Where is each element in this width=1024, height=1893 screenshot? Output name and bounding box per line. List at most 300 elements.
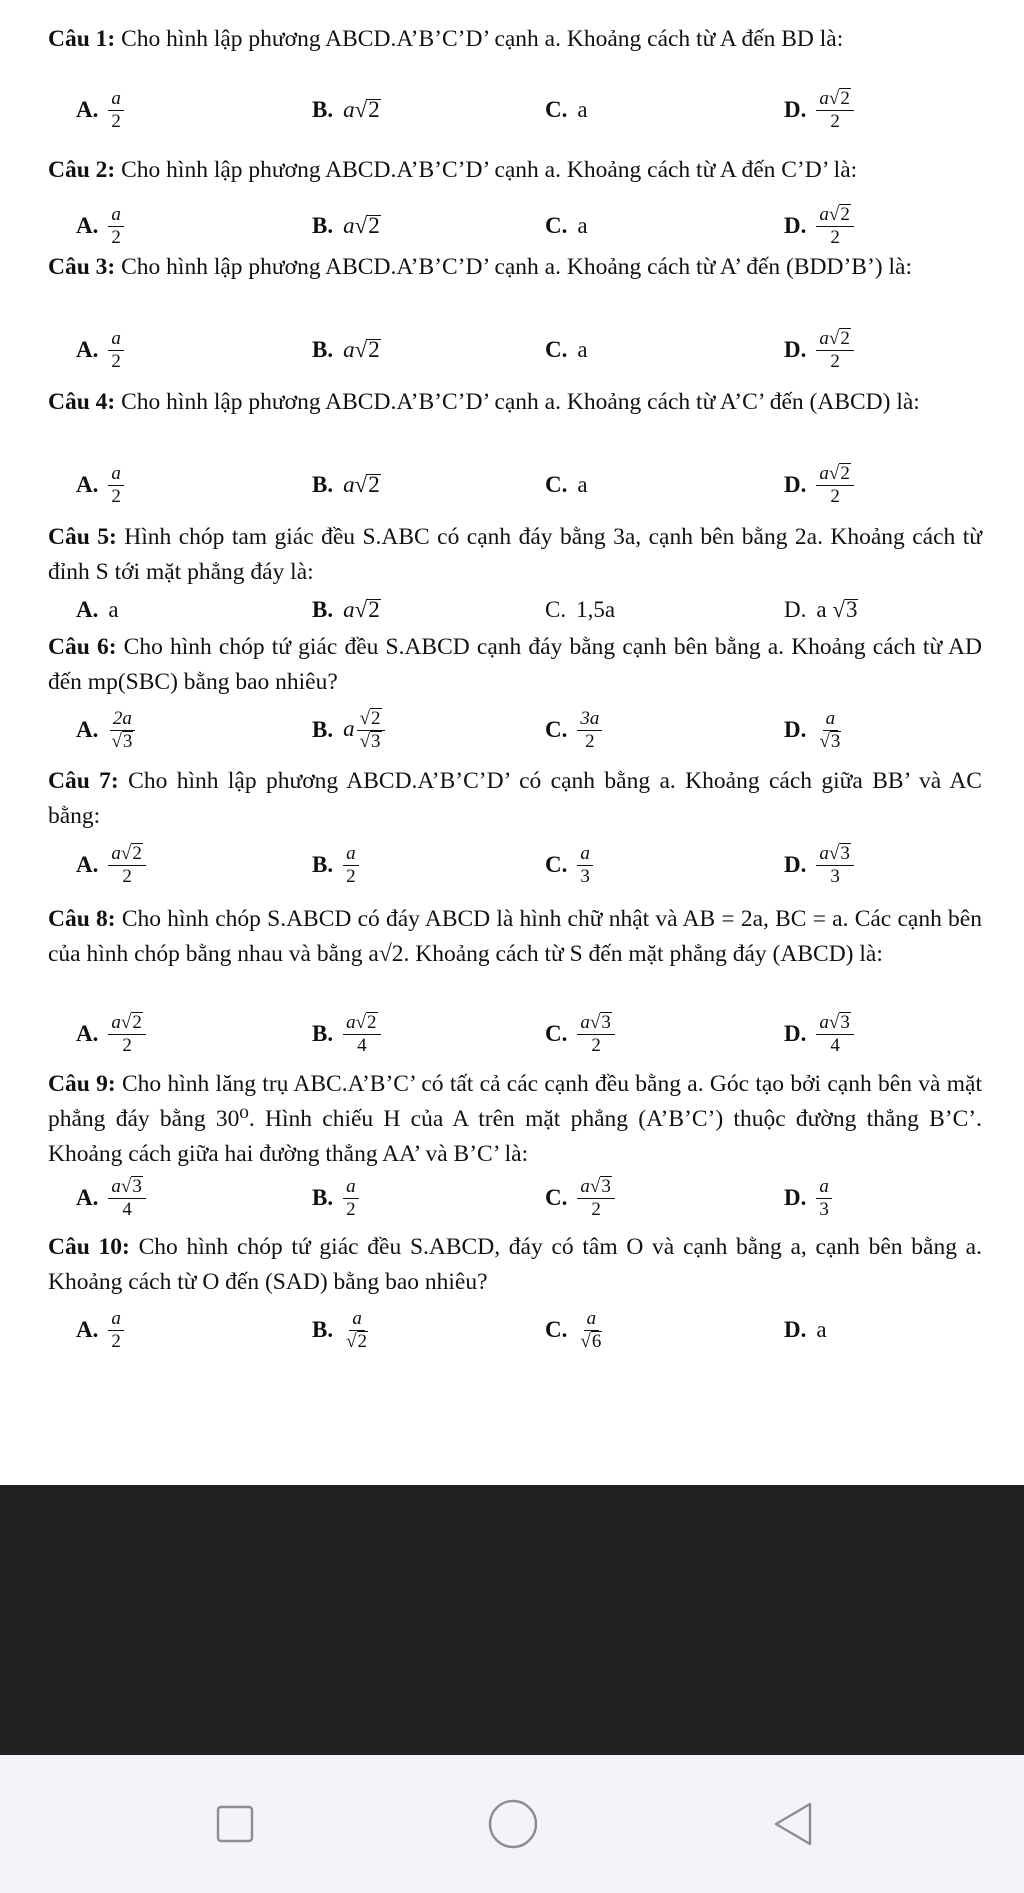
option-letter: D. <box>784 717 807 742</box>
denominator <box>343 1331 371 1353</box>
question-label: Câu 7: <box>48 768 119 794</box>
sqrt-expression <box>829 204 851 226</box>
radical-sign: √ <box>828 842 840 864</box>
question-label: Câu 5: <box>48 524 117 550</box>
denominator <box>357 731 385 753</box>
answer-options-row <box>0 700 1024 760</box>
option-letter: C. <box>545 1021 568 1046</box>
sqrt-expression <box>121 1012 143 1034</box>
question-label: Câu 6: <box>48 634 117 660</box>
numerator: a <box>108 463 124 486</box>
coef-fraction <box>343 708 384 753</box>
denominator: 2 <box>585 730 595 752</box>
option-letter: C. <box>545 1185 568 1210</box>
radicand: 2 <box>368 97 380 122</box>
coefficient: a <box>819 842 829 864</box>
radicand: 2 <box>367 1011 377 1033</box>
answer-option-c[interactable] <box>545 1168 615 1228</box>
option-letter: D. <box>784 97 807 122</box>
radical-sign: √ <box>819 730 830 752</box>
sqrt-expression <box>829 1012 851 1034</box>
recent-apps-button[interactable] <box>203 1792 267 1856</box>
numerator <box>108 1012 145 1035</box>
answer-option-d[interactable] <box>784 320 854 380</box>
option-letter: B. <box>312 852 334 877</box>
denominator: 2 <box>111 226 121 248</box>
answer-option-d[interactable] <box>784 700 844 760</box>
coef-sqrt <box>343 97 381 123</box>
answer-options-row <box>0 1300 1024 1360</box>
radicand: 3 <box>601 1175 611 1197</box>
numerator <box>816 463 853 486</box>
option-letter: D. <box>784 852 807 877</box>
fraction <box>108 1012 145 1057</box>
option-value: a <box>577 213 588 238</box>
radicand: 3 <box>845 597 858 622</box>
answer-options-row <box>0 196 1024 256</box>
denominator: 2 <box>111 350 121 372</box>
answer-options-row <box>0 80 1024 140</box>
fraction <box>108 328 124 373</box>
sqrt-expression <box>829 843 851 865</box>
fraction <box>816 708 844 753</box>
answer-options-row <box>0 320 1024 380</box>
answer-option-b[interactable] <box>312 320 381 380</box>
question-7 <box>48 764 982 834</box>
radical-sign: √ <box>354 597 368 622</box>
option-letter: C. <box>545 337 568 362</box>
answer-option-b[interactable] <box>312 835 359 895</box>
numerator <box>816 328 853 351</box>
sqrt-expression <box>356 1012 378 1034</box>
coef-sqrt <box>343 213 381 239</box>
radical-sign: √ <box>828 203 840 225</box>
coefficient: a <box>819 462 829 484</box>
denominator: 2 <box>111 1330 121 1352</box>
coefficient: a <box>343 715 355 741</box>
numerator: a <box>108 204 124 227</box>
coefficient: a <box>819 87 829 109</box>
denominator: 4 <box>830 1034 840 1056</box>
option-letter: C. <box>545 717 568 742</box>
option-letter: B. <box>312 1185 334 1210</box>
radical-sign: √ <box>589 1175 601 1197</box>
option-letter: A. <box>76 1185 99 1210</box>
fraction <box>816 328 853 373</box>
sqrt-expression <box>590 1012 612 1034</box>
numerator: a <box>108 1308 124 1331</box>
radical-sign: √ <box>580 1330 591 1352</box>
option-letter: A. <box>76 597 99 622</box>
radical-sign: √ <box>354 97 368 122</box>
question-label: Câu 2: <box>48 157 116 183</box>
radicand: 3 <box>601 1011 611 1033</box>
answer-option-c[interactable] <box>545 1300 605 1360</box>
coef-sqrt <box>343 597 381 623</box>
question-label: Câu 9: <box>48 1071 116 1097</box>
question-text: Cho hình lập phương ABCD.A’B’C’D’ cạnh a. Khoảng cách từ A đến BD là: <box>115 26 844 52</box>
numerator: a <box>108 328 124 351</box>
denominator: 2 <box>830 110 840 132</box>
answer-option-a[interactable] <box>76 1300 124 1360</box>
numerator: a <box>577 843 593 866</box>
coef-sqrt <box>343 337 381 363</box>
numerator <box>577 1176 614 1199</box>
answer-option-d[interactable] <box>784 1004 854 1064</box>
option-letter: C. <box>545 1317 568 1342</box>
sqrt-expression <box>355 597 381 623</box>
fraction <box>343 1308 371 1353</box>
question-text: Cho hình chóp S.ABCD có đáy ABCD là hình chữ nhật và AB = 2a, BC = a. Các cạnh bên của hình chóp bằng nhau và bằng a√2. Khoảng cách từ S đến mặt phẳng đáy (ABCD) là: <box>48 906 982 967</box>
option-letter: B. <box>312 213 334 238</box>
fraction <box>108 843 145 888</box>
radical-sign: √ <box>828 462 840 484</box>
radical-sign: √ <box>120 1175 132 1197</box>
question-text: Cho hình lập phương ABCD.A’B’C’D’ cạnh a. Khoảng cách từ A’C’ đến (ABCD) là: <box>115 389 920 415</box>
answer-option-a[interactable] <box>76 835 146 895</box>
answer-options-row <box>0 455 1024 515</box>
denominator: 4 <box>122 1198 132 1220</box>
coefficient: a <box>346 1011 356 1033</box>
coefficient: a <box>816 597 827 622</box>
radical-sign: √ <box>832 597 845 622</box>
option-letter: D. <box>784 472 807 497</box>
coef-sqrt <box>343 472 381 498</box>
numerator: a <box>343 843 359 866</box>
question-6 <box>48 630 982 700</box>
option-value: a <box>108 597 119 622</box>
radicand: 2 <box>132 842 142 864</box>
sqrt-expression <box>111 731 133 753</box>
denominator: 2 <box>346 865 356 887</box>
home-circle-icon <box>487 1798 539 1850</box>
answer-option-d[interactable] <box>784 835 854 895</box>
answer-option-c[interactable] <box>545 455 588 515</box>
denominator: 3 <box>830 865 840 887</box>
radicand: 3 <box>132 1175 142 1197</box>
dark-blank-area <box>0 1485 1024 1755</box>
option-letter: C. <box>545 472 568 497</box>
radicand: 2 <box>368 213 380 238</box>
radicand: 2 <box>132 1011 142 1033</box>
answer-option-d[interactable] <box>784 455 854 515</box>
denominator: 2 <box>830 226 840 248</box>
answer-option-d[interactable] <box>784 1168 832 1228</box>
answer-option-c[interactable] <box>545 80 588 140</box>
option-letter: B. <box>312 1317 334 1342</box>
radical-sign: √ <box>346 1330 357 1352</box>
option-letter: A. <box>76 97 99 122</box>
answer-option-b[interactable] <box>312 80 381 140</box>
question-4 <box>48 385 982 420</box>
denominator: 2 <box>346 1198 356 1220</box>
answer-option-d[interactable] <box>784 1300 827 1360</box>
option-letter: A. <box>76 1021 99 1046</box>
option-letter: A. <box>76 337 99 362</box>
radical-sign: √ <box>828 87 840 109</box>
radicand: 2 <box>840 462 850 484</box>
sqrt-expression <box>832 597 858 623</box>
fraction <box>577 708 602 753</box>
fraction <box>816 463 853 508</box>
question-1 <box>48 22 982 57</box>
coefficient: a <box>111 1175 121 1197</box>
radicand: 3 <box>122 730 133 752</box>
option-letter: B. <box>312 472 334 497</box>
denominator <box>577 1331 605 1353</box>
answer-options-row <box>0 835 1024 895</box>
radical-sign: √ <box>354 472 368 497</box>
fraction <box>577 1308 605 1353</box>
question-10 <box>48 1230 982 1300</box>
back-triangle-icon <box>770 1800 814 1848</box>
sqrt-expression <box>355 472 381 498</box>
denominator: 2 <box>591 1198 601 1220</box>
radicand: 2 <box>368 337 380 362</box>
question-text: Cho hình lăng trụ ABC.A’B’C’ có tất cả các cạnh đều bằng a. Góc tạo bởi cạnh bên và mặt phẳng đáy bằng 30⁰. Hình chiếu H của A trên mặt phẳng (A’B’C’) thuộc đường thẳng B’C’. Khoảng cách giữa hai đường thẳng AA’ và B’C’ là: <box>48 1071 982 1167</box>
denominator: 4 <box>357 1034 367 1056</box>
answer-option-b[interactable] <box>312 1004 381 1064</box>
coefficient: a <box>819 203 829 225</box>
sqrt-expression <box>360 708 382 730</box>
radical-sign: √ <box>111 730 122 752</box>
sqrt-expression <box>829 88 851 110</box>
answer-option-a[interactable] <box>76 455 124 515</box>
denominator: 2 <box>122 1034 132 1056</box>
fraction <box>108 204 124 249</box>
numerator <box>343 1012 380 1035</box>
question-label: Câu 8: <box>48 906 116 932</box>
answer-option-d[interactable] <box>784 80 854 140</box>
home-button[interactable] <box>481 1792 545 1856</box>
answer-option-a[interactable] <box>76 1168 146 1228</box>
radical-sign: √ <box>120 842 132 864</box>
option-letter: A. <box>76 717 99 742</box>
numerator <box>577 1012 614 1035</box>
numerator <box>816 843 853 866</box>
radicand: 3 <box>840 1011 850 1033</box>
numerator: a <box>349 1308 365 1331</box>
numerator <box>108 1176 145 1199</box>
coefficient: a <box>111 1011 121 1033</box>
radical-sign: √ <box>120 1011 132 1033</box>
denominator: 3 <box>580 865 590 887</box>
question-label: Câu 3: <box>48 254 116 280</box>
answer-options-row <box>0 1004 1024 1064</box>
option-letter: D. <box>784 1317 807 1342</box>
question-3 <box>48 250 982 285</box>
radicand: 3 <box>371 730 381 752</box>
coefficient: a <box>819 1011 829 1033</box>
sqrt-expression <box>355 97 381 123</box>
option-letter: D. <box>784 597 807 622</box>
radicand: 3 <box>830 730 841 752</box>
coefficient: a <box>343 472 355 497</box>
numerator: a <box>816 1176 832 1199</box>
fraction <box>108 708 136 753</box>
fraction <box>357 708 385 753</box>
option-letter: A. <box>76 472 99 497</box>
radical-sign: √ <box>359 707 371 729</box>
recent-apps-square-icon <box>215 1804 255 1844</box>
answer-option-c[interactable] <box>545 320 588 380</box>
radical-sign: √ <box>359 730 371 752</box>
question-text: Cho hình lập phương ABCD.A’B’C’D’ cạnh a. Khoảng cách từ A đến C’D’ là: <box>115 157 858 183</box>
fraction <box>577 843 593 888</box>
question-text: Cho hình lập phương ABCD.A’B’C’D’ có cạnh bằng a. Khoảng cách giữa BB’ và AC bằng: <box>48 768 982 829</box>
answer-option-c[interactable] <box>545 196 588 256</box>
answer-option-a[interactable] <box>76 80 124 140</box>
denominator: 2 <box>122 865 132 887</box>
answer-option-a[interactable] <box>76 1004 146 1064</box>
fraction <box>577 1176 614 1221</box>
option-letter: D. <box>784 337 807 362</box>
answer-option-c[interactable] <box>545 835 593 895</box>
option-value: a <box>577 472 588 497</box>
fraction <box>108 463 124 508</box>
radical-sign: √ <box>828 327 840 349</box>
fraction <box>816 843 853 888</box>
question-text: Cho hình chóp tứ giác đều S.ABCD, đáy có tâm O và cạnh bằng a, cạnh bên bằng a. Khoảng cách từ O đến (SAD) bằng bao nhiêu? <box>48 1234 982 1295</box>
radicand: 3 <box>840 842 850 864</box>
answer-options-row <box>0 1168 1024 1228</box>
denominator <box>816 731 844 753</box>
numerator <box>816 1012 853 1035</box>
radicand: 2 <box>840 327 850 349</box>
option-letter: A. <box>76 852 99 877</box>
numerator <box>816 204 853 227</box>
answer-option-c[interactable] <box>545 1004 615 1064</box>
question-9 <box>48 1067 982 1172</box>
coefficient: a <box>343 597 355 622</box>
sqrt-expression <box>121 1176 143 1198</box>
numerator <box>357 708 385 731</box>
answer-option-b[interactable] <box>312 196 381 256</box>
denominator <box>108 731 136 753</box>
radicand: 2 <box>371 707 381 729</box>
option-letter: B. <box>312 597 334 622</box>
sqrt-expression <box>590 1176 612 1198</box>
fraction <box>108 1308 124 1353</box>
numerator: a <box>343 1176 359 1199</box>
fraction <box>816 1012 853 1057</box>
coefficient: a <box>343 337 355 362</box>
fraction <box>108 1176 145 1221</box>
system-navigation-bar <box>0 1755 1024 1893</box>
coefficient: a <box>580 1175 590 1197</box>
option-letter: C. <box>545 597 567 622</box>
fraction <box>816 88 853 133</box>
fraction <box>343 1012 380 1057</box>
radicand: 2 <box>357 1330 368 1352</box>
radicand: 2 <box>368 472 380 497</box>
option-value: a <box>816 1317 827 1342</box>
option-value: a <box>577 97 588 122</box>
sqrt-expression <box>346 1331 368 1353</box>
numerator <box>108 843 145 866</box>
coefficient: a <box>111 842 121 864</box>
fraction <box>343 1176 359 1221</box>
question-text: Cho hình chóp tứ giác đều S.ABCD cạnh đáy bằng cạnh bên bằng a. Khoảng cách từ AD đến mp(SBC) bằng bao nhiêu? <box>48 634 982 695</box>
fraction <box>108 88 124 133</box>
answer-option-b[interactable] <box>312 455 381 515</box>
option-value: 1,5a <box>576 597 616 622</box>
sqrt-expression <box>580 1331 602 1353</box>
fraction <box>577 1012 614 1057</box>
radical-sign: √ <box>589 1011 601 1033</box>
sqrt-expression <box>355 213 381 239</box>
denominator: 2 <box>111 485 121 507</box>
denominator: 2 <box>591 1034 601 1056</box>
option-letter: D. <box>784 213 807 238</box>
numerator: a <box>823 708 839 731</box>
fraction <box>343 843 359 888</box>
option-letter: B. <box>312 97 334 122</box>
numerator: 2a <box>110 708 135 731</box>
answer-option-d[interactable] <box>784 196 854 256</box>
coefficient: a <box>819 327 829 349</box>
sqrt-expression <box>355 337 381 363</box>
answer-option-c[interactable] <box>545 700 602 760</box>
coefficient: a <box>343 97 355 122</box>
answer-option-b[interactable] <box>312 1300 371 1360</box>
sqrt-expression <box>360 731 382 753</box>
question-text: Hình chóp tam giác đều S.ABC có cạnh đáy bằng 3a, cạnh bên bằng 2a. Khoảng cách từ đỉnh S tới mặt phẳng đáy là: <box>48 524 982 585</box>
answer-option-a[interactable] <box>76 196 124 256</box>
coefficient: a <box>580 1011 590 1033</box>
answer-option-b[interactable] <box>312 700 385 760</box>
sqrt-expression <box>121 843 143 865</box>
radical-sign: √ <box>828 1011 840 1033</box>
radicand: 2 <box>368 597 380 622</box>
question-label: Câu 1: <box>48 26 116 52</box>
numerator: a <box>584 1308 600 1331</box>
question-text: Cho hình lập phương ABCD.A’B’C’D’ cạnh a. Khoảng cách từ A’ đến (BDD’B’) là: <box>115 254 912 280</box>
radical-sign: √ <box>354 337 368 362</box>
option-letter: C. <box>545 213 568 238</box>
answer-option-a[interactable] <box>76 320 124 380</box>
coefficient: a <box>343 213 355 238</box>
question-2 <box>48 153 982 188</box>
answer-option-b[interactable] <box>312 1168 359 1228</box>
sqrt-expression <box>829 463 851 485</box>
radicand: 2 <box>840 203 850 225</box>
coef-sqrt <box>816 597 858 623</box>
option-letter: B. <box>312 337 334 362</box>
question-8 <box>48 902 982 972</box>
numerator: a <box>108 88 124 111</box>
fraction <box>816 204 853 249</box>
option-letter: C. <box>545 852 568 877</box>
option-letter: D. <box>784 1021 807 1046</box>
answer-option-a[interactable] <box>76 700 136 760</box>
option-letter: C. <box>545 97 568 122</box>
option-letter: B. <box>312 717 334 742</box>
denominator: 2 <box>830 350 840 372</box>
denominator: 2 <box>111 110 121 132</box>
sqrt-expression <box>819 731 841 753</box>
fraction <box>816 1176 832 1221</box>
denominator: 3 <box>819 1198 829 1220</box>
radical-sign: √ <box>354 213 368 238</box>
question-label: Câu 10: <box>48 1234 130 1260</box>
back-button[interactable] <box>760 1792 824 1856</box>
sqrt-expression <box>829 328 851 350</box>
option-letter: D. <box>784 1185 807 1210</box>
radical-sign: √ <box>355 1011 367 1033</box>
option-value: a <box>577 337 588 362</box>
radicand: 2 <box>840 87 850 109</box>
